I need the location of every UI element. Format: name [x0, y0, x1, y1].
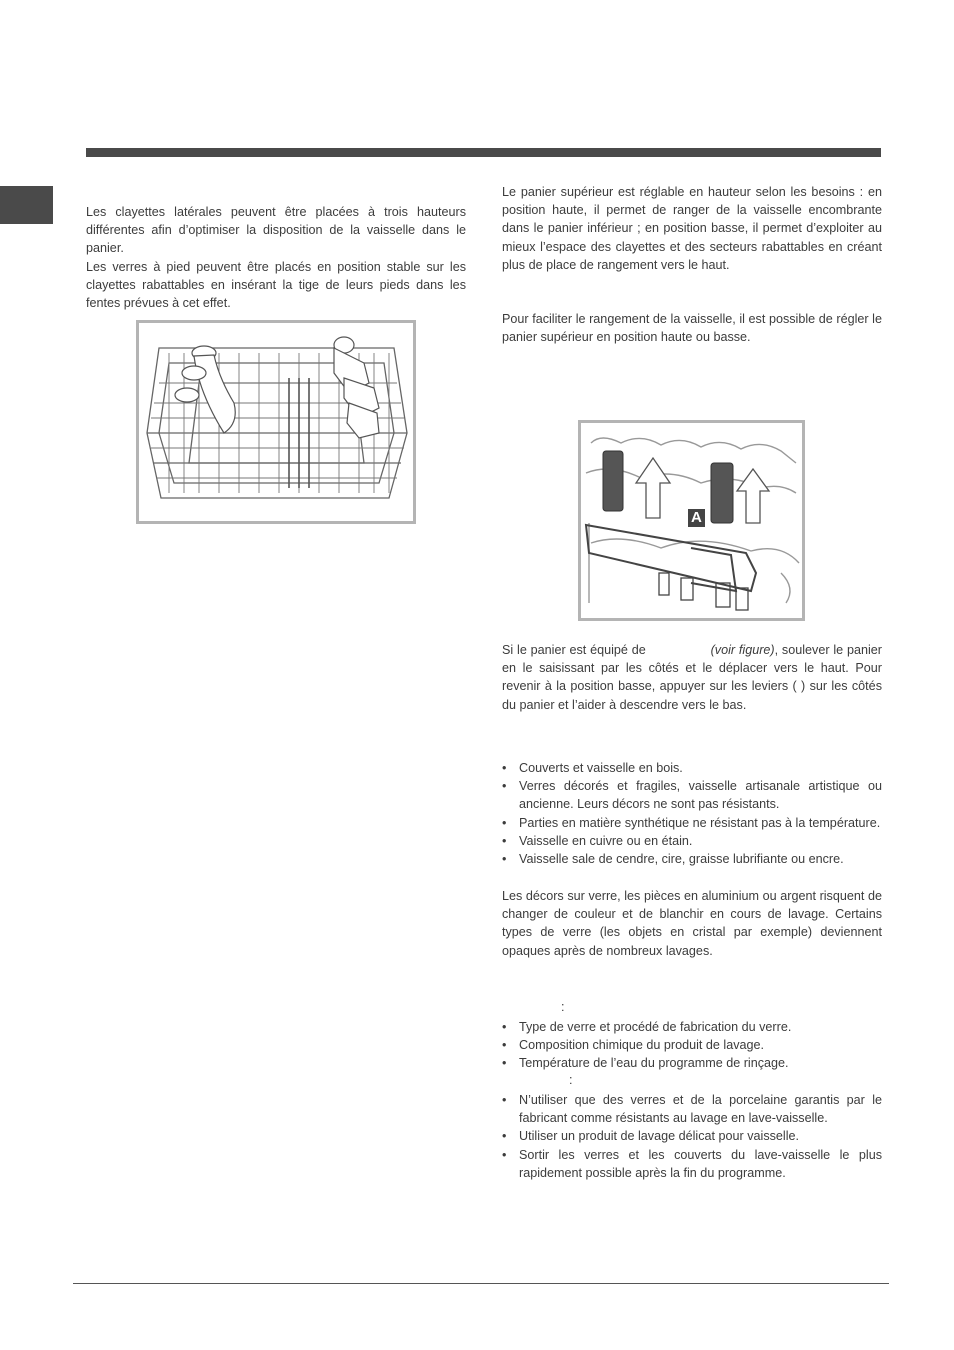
raise-basket-text-a: Si le panier est équipé de	[502, 643, 646, 657]
adjust-basket-paragraph: Pour faciliter le rangement de la vaisselle, il est possible de régler le panier supérieur en position haute ou basse.	[502, 312, 882, 345]
stemmed-glasses-paragraph: Les verres à pied peuvent être placés en position stable sur les clayettes rabattables en insérant la tige de leurs pieds dans les fentes prévues à cet effet.	[86, 259, 466, 311]
advice-colon: :	[569, 1073, 573, 1087]
basket-height-figure	[578, 420, 805, 621]
upper-basket-paragraph: Le panier supérieur est réglable en hauteur selon les besoins : en position haute, il permet de ranger de la vaisselle encombrante dans le panier inférieur ; en position basse, il permet d’exploiter au mieux l’espace des clayettes et des secteurs rabattables en créant plus de place de rangement vers le haut.	[502, 185, 882, 272]
side-racks-paragraph: Les clayettes latérales peuvent être placées à trois hauteurs différentes afin d’optimiser la disposition de la vaisselle dans le panier.	[86, 205, 466, 256]
list-item: • Vaisselle sale de cendre, cire, graisse lubrifiante ou encre.	[502, 850, 882, 868]
list-item: • N’utiliser que des verres et de la porcelaine garantis par le fabricant comme résistants au lavage en lave-vaisselle.	[502, 1091, 882, 1127]
section-header-bar	[86, 148, 881, 157]
see-figure-text: (voir figure)	[710, 643, 775, 657]
list-item: • Parties en matière synthétique ne résistant pas à la température.	[502, 814, 882, 832]
not-washable-list	[502, 759, 882, 868]
causes-list	[502, 1018, 882, 1073]
advice-list	[502, 1091, 882, 1182]
language-tab	[0, 186, 53, 224]
raise-basket-paragraph	[502, 641, 882, 714]
list-item: • Vaisselle en cuivre ou en étain.	[502, 832, 882, 850]
glass-decor-paragraph: Les décors sur verre, les pièces en aluminium ou argent risquent de changer de couleur et de blanchir en cours de lavage. Certains types de verre (les objets en cristal par exemple) deviennent opaques après de nombreux lavages.	[502, 889, 882, 958]
figure-label-a: A	[688, 509, 705, 527]
upper-basket-illustration	[139, 323, 413, 521]
list-item: • Utiliser un produit de lavage délicat pour vaisselle.	[502, 1127, 882, 1145]
list-item: • Type de verre et procédé de fabrication du verre.	[502, 1018, 882, 1036]
list-item: • Température de l’eau du programme de rinçage.	[502, 1054, 882, 1072]
causes-colon: :	[561, 1000, 565, 1014]
list-item: • Sortir les verres et les couverts du lave-vaisselle le plus rapidement possible après la fin du programme.	[502, 1146, 882, 1182]
list-item: • Composition chimique du produit de lavage.	[502, 1036, 882, 1054]
left-text-block	[86, 203, 466, 312]
raise-basket-text-b: , soulever le panier en le saisissant par les côtés et le déplacer vers le haut. Pour revenir à la position basse, appuyer sur les leviers ( ) sur les côtés du panier et l’aider à descendre vers le bas.	[502, 643, 882, 712]
footer-rule	[73, 1283, 889, 1284]
list-item: • Couverts et vaisselle en bois.	[502, 759, 882, 777]
list-item: • Verres décorés et fragiles, vaisselle artisanale artistique ou ancienne. Leurs décors ne sont pas résistants.	[502, 777, 882, 813]
upper-basket-figure	[136, 320, 416, 524]
